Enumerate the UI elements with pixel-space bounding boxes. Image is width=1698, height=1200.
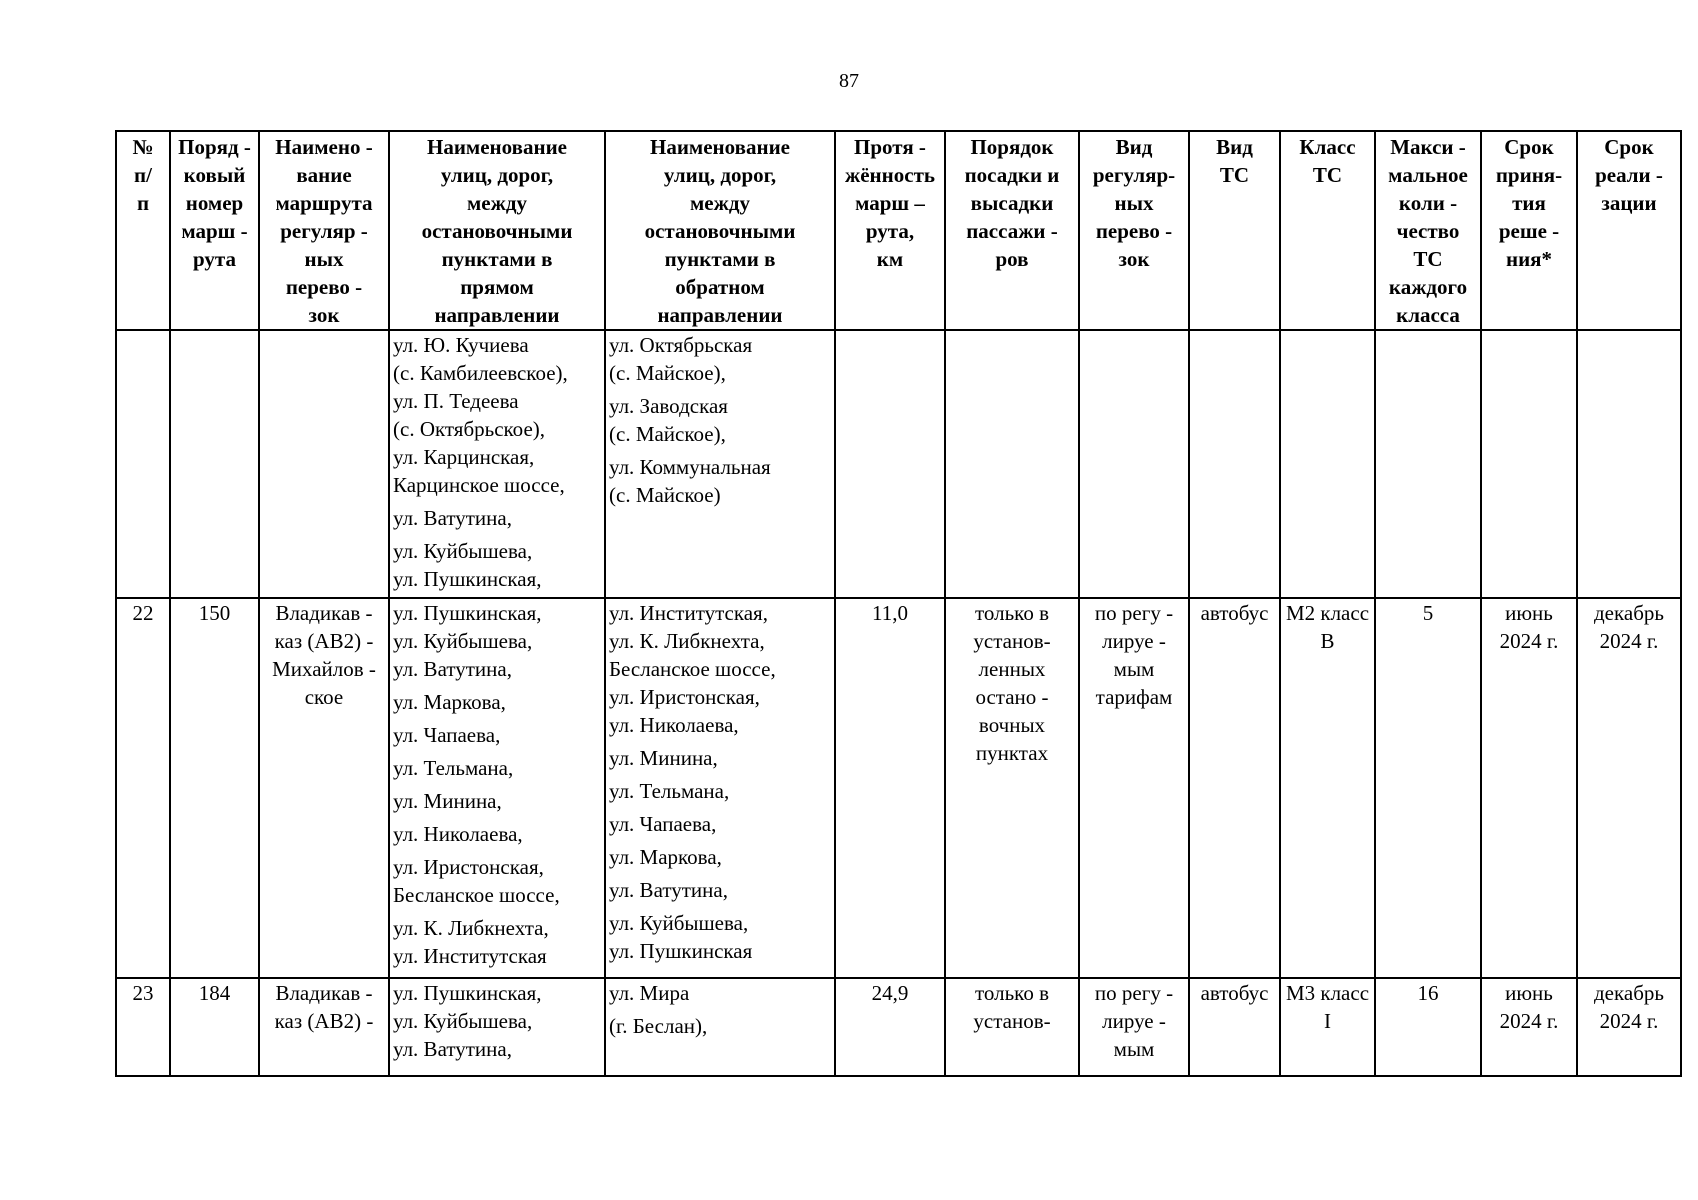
header-cell-decision-date: Срок приня- тия реше - ния*: [1481, 131, 1577, 330]
cell-route-name: Владикав - каз (АВ2) - Михайлов - ское: [259, 598, 389, 978]
street-line: ул. Иристонская,: [609, 685, 760, 709]
header-cell-transport-type: Вид регуляр- ных перево - зок: [1079, 131, 1189, 330]
street-line: (с. Майское): [609, 483, 721, 507]
cell-backward-streets: [605, 598, 835, 978]
street-line: ул. Николаева,: [393, 822, 523, 846]
street-line: ул. Институтская,: [609, 601, 768, 625]
cell-route-no: [170, 330, 259, 598]
cell-vehicle-class: [1280, 330, 1375, 598]
cell-implementation-date: декабрь 2024 г.: [1577, 598, 1681, 978]
street-line: ул. Пушкинская,: [393, 981, 542, 1005]
cell-decision-date: июнь 2024 г.: [1481, 598, 1577, 978]
header-cell-max-count: Макси - мальное коли - чество ТС каждого класса: [1375, 131, 1481, 330]
street-line: ул. Куйбышева,: [393, 1009, 533, 1033]
cell-num: [116, 330, 170, 598]
street-line: (с. Майское),: [609, 422, 726, 446]
street-line: ул. Ю. Кучиева: [393, 333, 529, 357]
cell-vehicle-type: автобус: [1189, 978, 1280, 1076]
street-line: ул. Октябрьская: [609, 333, 753, 357]
header-row: [116, 131, 1681, 330]
cell-length: [835, 330, 945, 598]
cell-forward-streets: [389, 598, 605, 978]
cell-num: 23: [116, 978, 170, 1076]
street-line: ул. Пушкинская: [609, 939, 753, 963]
cell-num: 22: [116, 598, 170, 978]
header-cell-vehicle-type: Вид ТС: [1189, 131, 1280, 330]
street-line: ул. Ватутина,: [393, 1037, 512, 1061]
routes-table: [115, 130, 1682, 1077]
cell-length: 24,9: [835, 978, 945, 1076]
cell-route-name: [259, 330, 389, 598]
street-line: ул. Тельмана,: [393, 756, 514, 780]
cell-implementation-date: декабрь 2024 г.: [1577, 978, 1681, 1076]
street-line: ул. Мира: [609, 981, 690, 1005]
cell-transport-type: по регу - лируе - мым: [1079, 978, 1189, 1076]
street-line: ул. Минина,: [609, 746, 718, 770]
cell-route-no: 150: [170, 598, 259, 978]
cell-boarding: только в установ-: [945, 978, 1079, 1076]
street-line: ул. Иристонская,: [393, 855, 544, 879]
cell-backward-streets: [605, 978, 835, 1076]
street-line: (г. Беслан),: [609, 1014, 708, 1038]
street-line: ул. К. Либкнехта,: [393, 916, 549, 940]
cell-max-count: 16: [1375, 978, 1481, 1076]
street-line: ул. К. Либкнехта,: [609, 629, 765, 653]
street-line: ул. Ватутина,: [393, 657, 512, 681]
street-line: (с. Камбилеевское),: [393, 361, 568, 385]
header-cell-backward: Наименование улиц, дорог, между остановочными пунктами в обратном направлении: [605, 131, 835, 330]
header-cell-length: Протя - жённость марш – рута, км: [835, 131, 945, 330]
street-line: (с. Октябрьское),: [393, 417, 546, 441]
cell-decision-date: июнь 2024 г.: [1481, 978, 1577, 1076]
cell-vehicle-class: М2 класс В: [1280, 598, 1375, 978]
street-line: ул. Куйбышева,: [393, 629, 533, 653]
street-line: Карцинское шоссе,: [393, 473, 565, 497]
street-line: (с. Майское),: [609, 361, 726, 385]
street-line: Бесланское шоссе,: [609, 657, 776, 681]
street-line: ул. Пушкинская,: [393, 601, 542, 625]
cell-transport-type: по регу - лируе - мым тарифам: [1079, 598, 1189, 978]
street-line: ул. Коммунальная: [609, 455, 771, 479]
street-line: ул. Карцинская,: [393, 445, 535, 469]
cell-route-name: Владикав - каз (АВ2) -: [259, 978, 389, 1076]
header-cell-route-name: Наимено - вание маршрута регуляр - ных перево - зок: [259, 131, 389, 330]
cell-forward-streets: [389, 330, 605, 598]
table-row: [116, 330, 1681, 598]
cell-length: 11,0: [835, 598, 945, 978]
header-cell-vehicle-class: Класс ТС: [1280, 131, 1375, 330]
header-cell-num: № п/ п: [116, 131, 170, 330]
street-line: Бесланское шоссе,: [393, 883, 560, 907]
cell-transport-type: [1079, 330, 1189, 598]
cell-max-count: 5: [1375, 598, 1481, 978]
cell-boarding: только в установ- ленных остано - вочных пунктах: [945, 598, 1079, 978]
street-line: ул. Маркова,: [393, 690, 506, 714]
cell-vehicle-class: М3 класс I: [1280, 978, 1375, 1076]
street-line: ул. Ватутина,: [393, 506, 512, 530]
street-line: ул. Заводская: [609, 394, 728, 418]
street-line: ул. Чапаева,: [609, 812, 717, 836]
table-row: [116, 598, 1681, 978]
header-cell-route-no: Поряд - ковый номер марш - рута: [170, 131, 259, 330]
table-row: [116, 978, 1681, 1076]
street-line: ул. Тельмана,: [609, 779, 730, 803]
street-line: ул. Маркова,: [609, 845, 722, 869]
cell-forward-streets: [389, 978, 605, 1076]
cell-vehicle-type: [1189, 330, 1280, 598]
street-line: ул. Институтская: [393, 944, 547, 968]
street-line: ул. Чапаева,: [393, 723, 501, 747]
street-line: ул. Куйбышева,: [393, 539, 533, 563]
header-cell-forward: Наименование улиц, дорог, между остановочными пунктами в прямом направлении: [389, 131, 605, 330]
street-line: ул. Пушкинская,: [393, 567, 542, 591]
street-line: ул. Минина,: [393, 789, 502, 813]
cell-max-count: [1375, 330, 1481, 598]
cell-implementation-date: [1577, 330, 1681, 598]
street-line: ул. Куйбышева,: [609, 911, 749, 935]
page-number: 87: [839, 70, 859, 92]
cell-route-no: 184: [170, 978, 259, 1076]
cell-decision-date: [1481, 330, 1577, 598]
header-cell-implementation-date: Срок реали - зации: [1577, 131, 1681, 330]
cell-vehicle-type: автобус: [1189, 598, 1280, 978]
street-line: ул. Николаева,: [609, 713, 739, 737]
street-line: ул. П. Тедеева: [393, 389, 519, 413]
street-line: ул. Ватутина,: [609, 878, 728, 902]
cell-boarding: [945, 330, 1079, 598]
cell-backward-streets: [605, 330, 835, 598]
header-cell-boarding: Порядок посадки и высадки пассажи - ров: [945, 131, 1079, 330]
